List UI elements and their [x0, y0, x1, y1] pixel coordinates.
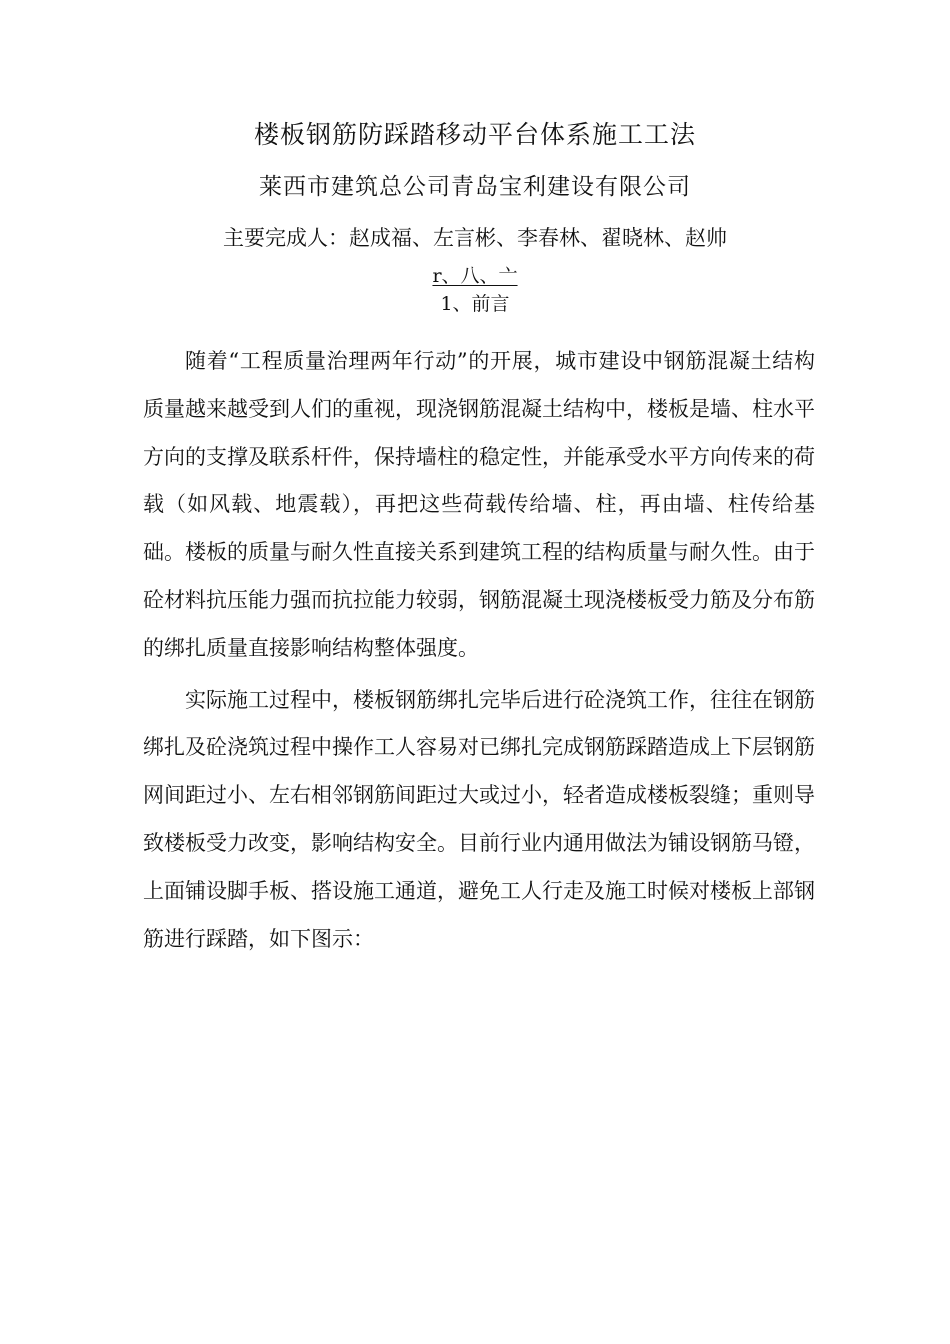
organization-name: 莱西市建筑总公司青岛宝利建设有限公司	[259, 174, 691, 200]
paragraph: 实际施工过程中，楼板钢筋绑扎完毕后进行砼浇筑工作，往往在钢筋绑扎及砼浇筑过程中操作工人容易对已绑扎完成钢筋踩踏造成上下层钢筋网间距过小、左右相邻钢筋间距过大或过小，轻者造成楼板裂缝；重则导致楼板受力改变，影响结构安全。目前行业内通用做法为铺设钢筋马镫，上面铺设脚手板、搭设施工通道，避免工人行走及施工时候对楼板上部钢筋进行踩踏，如下图示：	[143, 687, 815, 951]
authors-line: 主要完成人：赵成福、左言彬、李春林、翟晓林、赵帅	[223, 226, 727, 250]
document-title: 楼板钢筋防踩踏移动平台体系施工工法	[253, 120, 696, 149]
section-heading: 1、前言	[440, 293, 510, 315]
garbled-heading-line: r、八、亠	[432, 265, 518, 287]
body-text	[143, 338, 815, 963]
paragraph: 随着“工程质量治理两年行动”的开展，城市建设中钢筋混凝土结构质量越来越受到人们的重视，现浇钢筋混凝土结构中，楼板是墙、柱水平方向的支撑及联系杆件，保持墙柱的稳定性，并能承受水平方向传来的荷载（如风载、地震载），再把这些荷载传给墙、柱，再由墙、柱传给基础。楼板的质量与耐久性直接关系到建筑工程的结构质量与耐久性。由于砼材料抗压能力强而抗拉能力较弱，钢筋混凝土现浇楼板受力筋及分布筋的绑扎质量直接影响结构整体强度。	[143, 349, 815, 660]
